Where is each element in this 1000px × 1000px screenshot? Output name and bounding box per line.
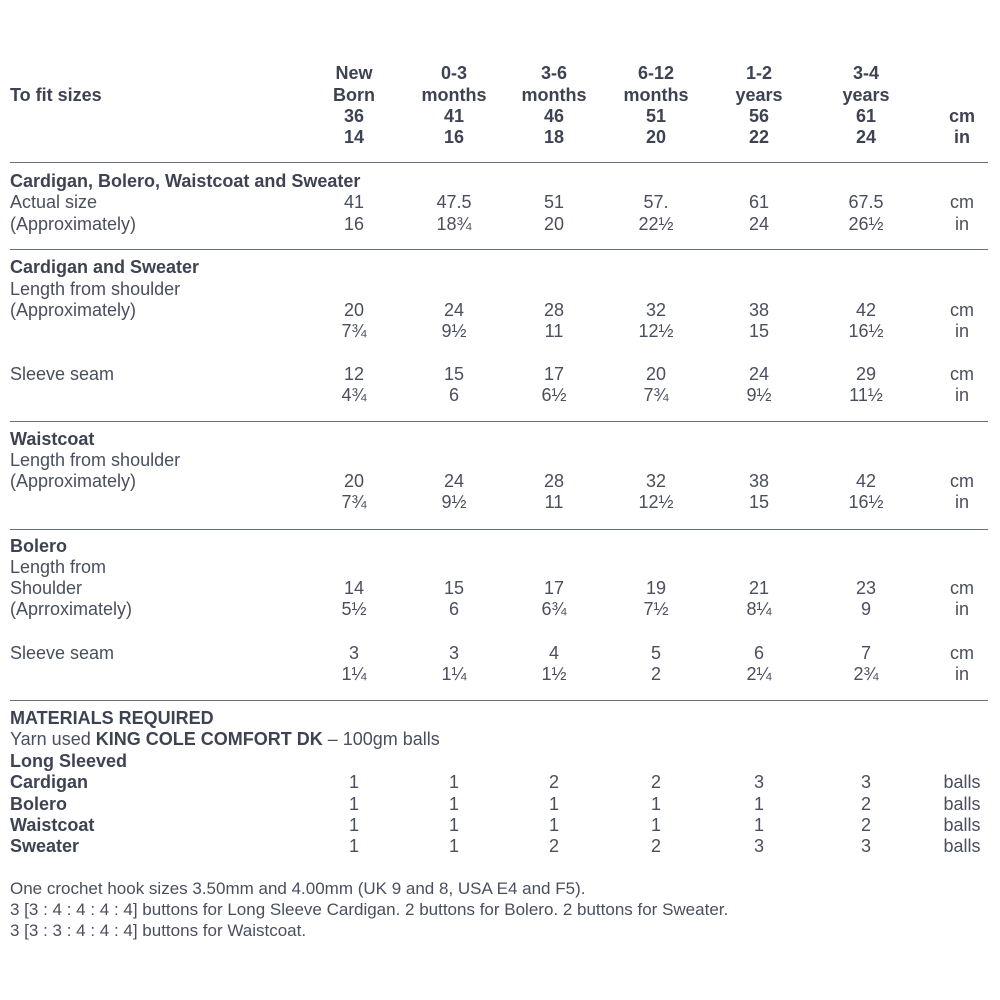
balls-count: 2 (548, 836, 559, 856)
material-row-sweater (0, 835, 1000, 857)
unit-cm: cm (950, 364, 974, 384)
balls-count: 1 (348, 836, 359, 856)
measure-label: (Approximately) (10, 300, 137, 320)
yarn-suffix: – 100gm balls (322, 729, 440, 749)
size-in: 18 (543, 127, 565, 147)
measure-label: Length from shoulder (10, 450, 181, 470)
value-cell: 9½ (441, 492, 467, 512)
sleeve-cm-row (0, 363, 1000, 385)
value-cell: 18¾ (436, 214, 472, 234)
balls-count: 1 (548, 794, 559, 814)
measure-label: Shoulder (10, 578, 83, 598)
value-cell: 28 (543, 471, 565, 491)
yarn-line (10, 728, 440, 750)
material-row-bolero (0, 793, 1000, 815)
value-cell: 2¼ (746, 664, 772, 684)
size-name: 1-2 (745, 63, 772, 83)
garment-name: Sweater (10, 836, 80, 856)
balls-count: 1 (753, 815, 764, 835)
unit-in: in (954, 321, 969, 341)
value-cell: 1¼ (441, 664, 467, 684)
divider (10, 529, 988, 530)
unit-in: in (954, 385, 969, 405)
size-name: 0-3 (440, 63, 467, 83)
value-cell: 7 (860, 643, 871, 663)
value-cell: 16½ (848, 321, 884, 341)
measure-label: (Approximately) (10, 214, 137, 234)
balls-count: 1 (650, 794, 661, 814)
unit-in: in (954, 599, 969, 619)
value-cell: 29 (855, 364, 877, 384)
measure-in-row (0, 213, 1000, 235)
label-row (0, 278, 1000, 300)
value-cell: 12 (343, 364, 365, 384)
value-cell: 24 (443, 471, 465, 491)
value-cell: 4¾ (341, 385, 367, 405)
size-name: years (735, 85, 783, 105)
value-cell: 2 (650, 664, 661, 684)
materials-title-row (0, 707, 1000, 729)
label-row (0, 556, 1000, 578)
value-cell: 5½ (341, 599, 367, 619)
balls-count: 1 (448, 815, 459, 835)
garment-name: Bolero (10, 794, 68, 814)
balls-count: 2 (860, 815, 871, 835)
measure-label: (Approximately) (10, 471, 137, 491)
size-name: 3-6 (540, 63, 567, 83)
balls-count: 3 (860, 772, 871, 792)
value-cell: 32 (645, 471, 667, 491)
unit-balls: balls (943, 772, 981, 792)
value-cell: 1½ (541, 664, 567, 684)
unit-balls: balls (943, 815, 981, 835)
size-in: 20 (645, 127, 667, 147)
value-cell: 20 (343, 471, 365, 491)
note-hook-sizes: One crochet hook sizes 3.50mm and 4.00mm (UK 9 and 8, USA E4 and F5). (10, 879, 586, 898)
material-row-cardigan (0, 771, 1000, 793)
size-name: 3-4 (852, 63, 879, 83)
section-title-row (0, 256, 1000, 278)
balls-count: 1 (448, 836, 459, 856)
section-title-row (0, 428, 1000, 450)
value-cell: 38 (748, 300, 770, 320)
balls-count: 1 (348, 794, 359, 814)
value-cell: 2¾ (853, 664, 879, 684)
label-row (0, 449, 1000, 471)
measure-cm-row (0, 191, 1000, 213)
size-name: months (623, 85, 689, 105)
value-cell: 20 (343, 300, 365, 320)
sleeve-in-row (0, 384, 1000, 406)
size-in: 16 (443, 127, 465, 147)
value-cell: 7¾ (341, 321, 367, 341)
balls-count: 2 (860, 794, 871, 814)
section-title-row (0, 170, 1000, 192)
value-cell: 1¼ (341, 664, 367, 684)
size-in: 14 (343, 127, 365, 147)
measure-cm-row (0, 299, 1000, 321)
sleeve-seam-label: Sleeve seam (10, 643, 115, 663)
unit-cm: cm (950, 471, 974, 491)
size-name: years (842, 85, 890, 105)
value-cell: 7¾ (643, 385, 669, 405)
value-cell: 9 (860, 599, 871, 619)
value-cell: 16½ (848, 492, 884, 512)
value-cell: 5 (650, 643, 661, 663)
divider (10, 162, 988, 163)
value-cell: 3 (448, 643, 459, 663)
note-buttons: 3 [3 : 4 : 4 : 4 : 4] buttons for Long Sleeve Cardigan. 2 buttons for Bolero. 2 buttons for Sweater. (10, 900, 729, 919)
balls-count: 1 (753, 794, 764, 814)
value-cell: 17 (543, 364, 565, 384)
unit-balls: balls (943, 836, 981, 856)
value-cell: 11 (544, 321, 564, 341)
yarn-prefix: Yarn used (10, 729, 96, 749)
size-name: months (421, 85, 487, 105)
size-cm: 56 (748, 106, 770, 126)
unit-in: in (954, 492, 969, 512)
section-title-row (0, 535, 1000, 557)
sleeve-in-row (0, 663, 1000, 685)
size-cm: 46 (543, 106, 565, 126)
header-row-name1 (0, 62, 1000, 84)
value-cell: 61 (748, 192, 770, 212)
value-cell: 19 (645, 578, 667, 598)
measure-in-row (0, 491, 1000, 513)
measure-label: (Aprroximately) (10, 599, 133, 619)
value-cell: 7½ (643, 599, 669, 619)
value-cell: 3 (348, 643, 359, 663)
value-cell: 23 (855, 578, 877, 598)
value-cell: 4 (548, 643, 559, 663)
value-cell: 14 (343, 578, 365, 598)
unit-in: in (954, 664, 969, 684)
header-row-in (0, 126, 1000, 148)
garment-name: Waistcoat (10, 815, 95, 835)
measure-in-row (0, 598, 1000, 620)
measure-cm-row (0, 577, 1000, 599)
sleeve-cm-row (0, 642, 1000, 664)
value-cell: 15 (748, 321, 770, 341)
garment-name: Cardigan (10, 772, 89, 792)
header-row-cm (0, 105, 1000, 127)
unit-in: in (954, 214, 969, 234)
balls-count: 1 (448, 794, 459, 814)
note-waistcoat-buttons: 3 [3 : 3 : 4 : 4 : 4] buttons for Waistcoat. (10, 921, 307, 940)
size-name: months (521, 85, 587, 105)
size-name: New (335, 63, 373, 83)
divider (10, 421, 988, 422)
to-fit-sizes-label: To fit sizes (10, 85, 102, 105)
value-cell: 24 (748, 214, 770, 234)
value-cell: 57. (643, 192, 669, 212)
value-cell: 11½ (849, 385, 883, 405)
value-cell: 6½ (541, 385, 567, 405)
size-in: 22 (748, 127, 770, 147)
value-cell: 12½ (638, 492, 674, 512)
value-cell: 15 (748, 492, 770, 512)
unit-cm: cm (950, 300, 974, 320)
balls-count: 1 (650, 815, 661, 835)
value-cell: 38 (748, 471, 770, 491)
value-cell: 20 (543, 214, 565, 234)
value-cell: 16 (343, 214, 365, 234)
value-cell: 67.5 (848, 192, 884, 212)
balls-count: 1 (448, 772, 459, 792)
value-cell: 9½ (746, 385, 772, 405)
balls-count: 2 (650, 836, 661, 856)
divider (10, 249, 988, 250)
yarn-name: KING COLE COMFORT DK (95, 729, 323, 749)
measure-cm-row (0, 470, 1000, 492)
value-cell: 26½ (848, 214, 884, 234)
value-cell: 24 (748, 364, 770, 384)
unit-cm: cm (950, 192, 974, 212)
balls-count: 3 (753, 836, 764, 856)
value-cell: 47.5 (436, 192, 472, 212)
value-cell: 24 (443, 300, 465, 320)
size-cm: 61 (855, 106, 877, 126)
section-title: Cardigan and Sweater (10, 257, 200, 277)
sleeve-seam-label: Sleeve seam (10, 364, 115, 384)
value-cell: 17 (543, 578, 565, 598)
balls-count: 2 (548, 772, 559, 792)
section-title: Cardigan, Bolero, Waistcoat and Sweater (10, 171, 361, 191)
value-cell: 42 (855, 471, 877, 491)
yarn-row (0, 728, 1000, 750)
balls-count: 2 (650, 772, 661, 792)
materials-title: MATERIALS REQUIRED (10, 708, 214, 728)
value-cell: 21 (748, 578, 770, 598)
value-cell: 15 (443, 578, 465, 598)
value-cell: 6 (753, 643, 764, 663)
measure-label: Length from shoulder (10, 279, 181, 299)
material-row-waistcoat (0, 814, 1000, 836)
unit-cm: cm (948, 106, 975, 126)
long-sleeved-label: Long Sleeved (10, 751, 128, 771)
value-cell: 42 (855, 300, 877, 320)
value-cell: 12½ (638, 321, 674, 341)
value-cell: 6 (448, 599, 459, 619)
value-cell: 28 (543, 300, 565, 320)
value-cell: 32 (645, 300, 667, 320)
value-cell: 20 (645, 364, 667, 384)
value-cell: 6¾ (541, 599, 567, 619)
unit-in: in (954, 127, 970, 147)
balls-count: 1 (348, 772, 359, 792)
size-cm: 51 (645, 106, 667, 126)
unit-balls: balls (943, 794, 981, 814)
size-name: Born (333, 85, 375, 105)
unit-cm: cm (950, 578, 974, 598)
value-cell: 7¾ (341, 492, 367, 512)
unit-cm: cm (950, 643, 974, 663)
size-in: 24 (855, 127, 877, 147)
balls-count: 3 (860, 836, 871, 856)
divider (10, 700, 988, 701)
value-cell: 11 (544, 492, 564, 512)
measure-label: Actual size (10, 192, 98, 212)
value-cell: 22½ (638, 214, 674, 234)
balls-count: 1 (548, 815, 559, 835)
balls-count: 3 (753, 772, 764, 792)
size-cm: 36 (343, 106, 365, 126)
section-title: Bolero (10, 536, 68, 556)
value-cell: 8¼ (746, 599, 772, 619)
balls-count: 1 (348, 815, 359, 835)
value-cell: 15 (443, 364, 465, 384)
value-cell: 41 (343, 192, 365, 212)
value-cell: 9½ (441, 321, 467, 341)
size-cm: 41 (443, 106, 465, 126)
measure-in-row (0, 320, 1000, 342)
size-name: 6-12 (637, 63, 675, 83)
value-cell: 6 (448, 385, 459, 405)
measure-label: Length from (10, 557, 107, 577)
long-sleeved-row (0, 750, 1000, 772)
value-cell: 51 (543, 192, 565, 212)
section-title: Waistcoat (10, 429, 95, 449)
header-row-name2 (0, 84, 1000, 106)
